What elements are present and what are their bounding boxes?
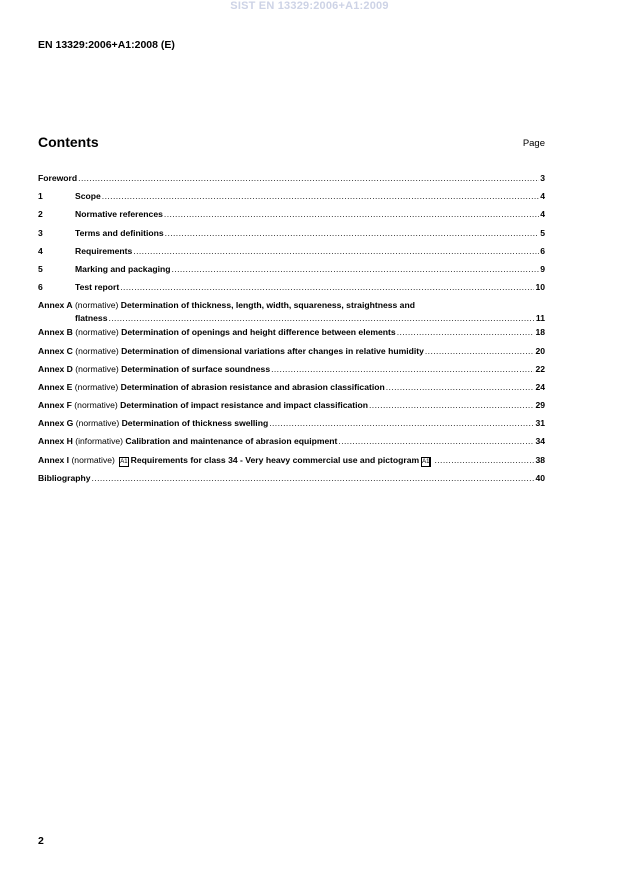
annex-title: Determination of thickness, length, width, squareness, straightness and (120, 300, 415, 311)
toc-entry-page: 5 (540, 227, 545, 238)
toc-annex-b[interactable] (38, 327, 545, 345)
toc-entry-number: 3 (38, 227, 43, 238)
annex-type: (normative) (74, 300, 119, 311)
toc-entry-page: 40 (535, 472, 545, 483)
dot-leader (108, 313, 534, 323)
toc-annex-h[interactable] (38, 436, 545, 454)
toc-entry-page: 4 (540, 209, 545, 220)
dot-leader (397, 327, 535, 337)
annex-title: Determination of abrasion resistance and abrasion classification (120, 381, 385, 392)
annex-title: Determination of dimensional variations after changes in relative humidity (121, 345, 424, 356)
toc-entry-foreword[interactable] (38, 173, 545, 191)
annex-page: 18 (535, 327, 545, 338)
toc-entry-scope[interactable] (38, 191, 545, 209)
dot-leader (434, 455, 534, 465)
toc-entry-title: Bibliography (38, 472, 91, 483)
annex-type: (normative) (74, 400, 118, 411)
annex-type: (normative) (71, 454, 115, 465)
annex-title: Calibration and maintenance of abrasion equipment (125, 436, 338, 447)
toc-entry-page: 6 (540, 245, 545, 256)
toc-entry-number: 5 (38, 263, 43, 274)
dot-leader (133, 246, 539, 256)
document-id: EN 13329:2006+A1:2008 (E) (38, 39, 175, 51)
toc-entry-terms-and-definitions[interactable] (38, 228, 545, 246)
toc-entry-page: 4 (540, 191, 545, 202)
annex-page: 29 (535, 400, 545, 411)
toc-entry-title: Requirements (75, 245, 133, 256)
annex-page: 31 (535, 418, 545, 429)
toc-entry-page: 3 (540, 173, 545, 183)
dot-leader (172, 264, 540, 274)
annex-page: 20 (535, 345, 545, 356)
toc-entry-number: 2 (38, 209, 43, 220)
dot-leader (369, 400, 534, 410)
toc-annex-i[interactable] (38, 455, 545, 473)
amendment-end-marker-icon: A1 (422, 458, 430, 465)
annex-type: (normative) (75, 345, 119, 356)
annex-type: (informative) (75, 436, 124, 447)
annex-label: Annex B (38, 327, 73, 338)
toc-entry-requirements[interactable] (38, 246, 545, 264)
annex-label: Annex D (38, 363, 73, 374)
annex-page: 24 (535, 381, 545, 392)
dot-leader (165, 228, 540, 238)
annex-title-continuation: flatness (75, 313, 108, 324)
page-column-label: Page (522, 138, 545, 149)
dot-leader (386, 382, 535, 392)
annex-title: Determination of openings and height difference between elements (121, 327, 396, 338)
toc-annex-a[interactable] (38, 300, 545, 327)
annex-title: Determination of surface soundness (121, 363, 271, 374)
toc-entry-title: Test report (75, 282, 120, 293)
page-number: 2 (38, 835, 44, 847)
toc-entry-page: 10 (535, 282, 545, 293)
toc-entry-title: Foreword (38, 173, 78, 183)
toc-annex-g[interactable] (38, 418, 545, 436)
dot-leader (425, 346, 535, 356)
toc-entry-number: 4 (38, 245, 43, 256)
dot-leader (102, 191, 539, 201)
amendment-start-marker-icon: A1 (120, 458, 128, 465)
annex-title: Requirements for class 34 - Very heavy commercial use and pictogram (130, 454, 420, 465)
dot-leader (78, 173, 539, 183)
dot-leader (92, 473, 535, 483)
dot-leader (338, 436, 534, 446)
annex-label: Annex C (38, 345, 73, 356)
annex-type: (normative) (75, 327, 119, 338)
annex-type: (normative) (75, 363, 119, 374)
annex-label: Annex A (38, 300, 73, 311)
toc-annex-d[interactable] (38, 364, 545, 382)
toc-entry-bibliography[interactable] (38, 473, 545, 491)
toc-entry-number: 1 (38, 191, 43, 202)
dot-leader (120, 282, 534, 292)
annex-label: Annex G (38, 418, 74, 429)
toc-annex-c[interactable] (38, 346, 545, 364)
annex-page: 22 (535, 363, 545, 374)
annex-type: (normative) (74, 381, 119, 392)
dot-leader (164, 209, 539, 219)
annex-page: 11 (535, 313, 545, 324)
toc-entry-number: 6 (38, 282, 43, 293)
toc-annex-f[interactable] (38, 400, 545, 418)
annex-type: (normative) (75, 418, 120, 429)
toc-entry-marking-and-packaging[interactable] (38, 264, 545, 282)
toc-annex-e[interactable] (38, 382, 545, 400)
toc-entry-normative-references[interactable] (38, 209, 545, 227)
table-of-contents (38, 173, 545, 491)
annex-title: Determination of impact resistance and impact classification (120, 400, 369, 411)
annex-page: 34 (535, 436, 545, 447)
toc-entry-title: Scope (75, 191, 101, 202)
dot-leader (269, 418, 534, 428)
toc-entry-test-report[interactable] (38, 282, 545, 300)
annex-label: Annex F (38, 400, 72, 411)
annex-title: Determination of thickness swelling (121, 418, 269, 429)
annex-label: Annex H (38, 436, 73, 447)
watermark: SIST EN 13329:2006+A1:2009 (230, 0, 389, 12)
annex-label: Annex I (38, 454, 70, 465)
annex-page: 38 (535, 454, 545, 465)
dot-leader (271, 364, 534, 374)
toc-entry-title: Marking and packaging (75, 263, 171, 274)
toc-entry-title: Normative references (75, 209, 163, 220)
contents-heading: Contents (38, 134, 99, 150)
toc-entry-title: Terms and definitions (75, 227, 164, 238)
toc-entry-page: 9 (540, 263, 545, 274)
annex-label: Annex E (38, 381, 73, 392)
